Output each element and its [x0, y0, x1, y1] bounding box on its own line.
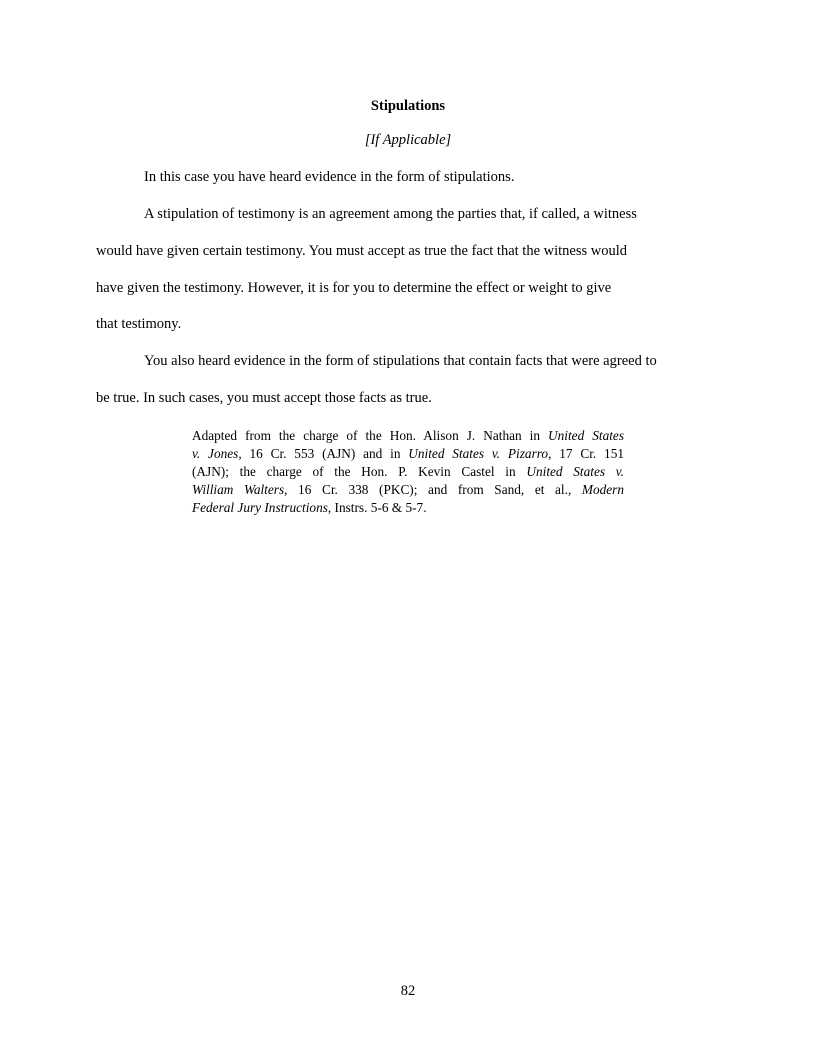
- paragraph-1-line-1: In this case you have heard evidence in the form of stipulations.: [144, 169, 515, 185]
- paragraph-2-line-4: that testimony.: [96, 316, 182, 332]
- section-title: Stipulations: [370, 98, 446, 114]
- paragraph-2-line-2: would have given certain testimony. You must accept as true the fact that the witness would: [96, 243, 628, 259]
- paragraph-3-line-2: be true. In such cases, you must accept those facts as true.: [96, 390, 432, 406]
- citation-note: [192, 427, 624, 517]
- citation-line-4: William Walters, 16 Cr. 338 (PKC); and from Sand, et al., Modern: [192, 482, 624, 497]
- citation-line-1: Adapted from the charge of the Hon. Alison J. Nathan in United States: [192, 428, 624, 443]
- citation-line-5: Federal Jury Instructions, Instrs. 5-6 & 5-7.: [192, 500, 427, 515]
- paragraph-2-line-3: have given the testimony. However, it is for you to determine the effect or weight to give: [96, 280, 612, 296]
- paragraph-3-line-1: You also heard evidence in the form of stipulations that contain facts that were agreed to: [144, 353, 657, 369]
- citation-line-2: v. Jones, 16 Cr. 553 (AJN) and in United States v. Pizarro, 17 Cr. 151: [192, 446, 624, 461]
- page-number: 82: [400, 983, 416, 999]
- citation-line-3: (AJN); the charge of the Hon. P. Kevin Castel in United States v.: [192, 464, 624, 479]
- paragraph-2-line-1: A stipulation of testimony is an agreement among the parties that, if called, a witness: [144, 206, 637, 222]
- section-subtitle: [If Applicable]: [364, 132, 452, 148]
